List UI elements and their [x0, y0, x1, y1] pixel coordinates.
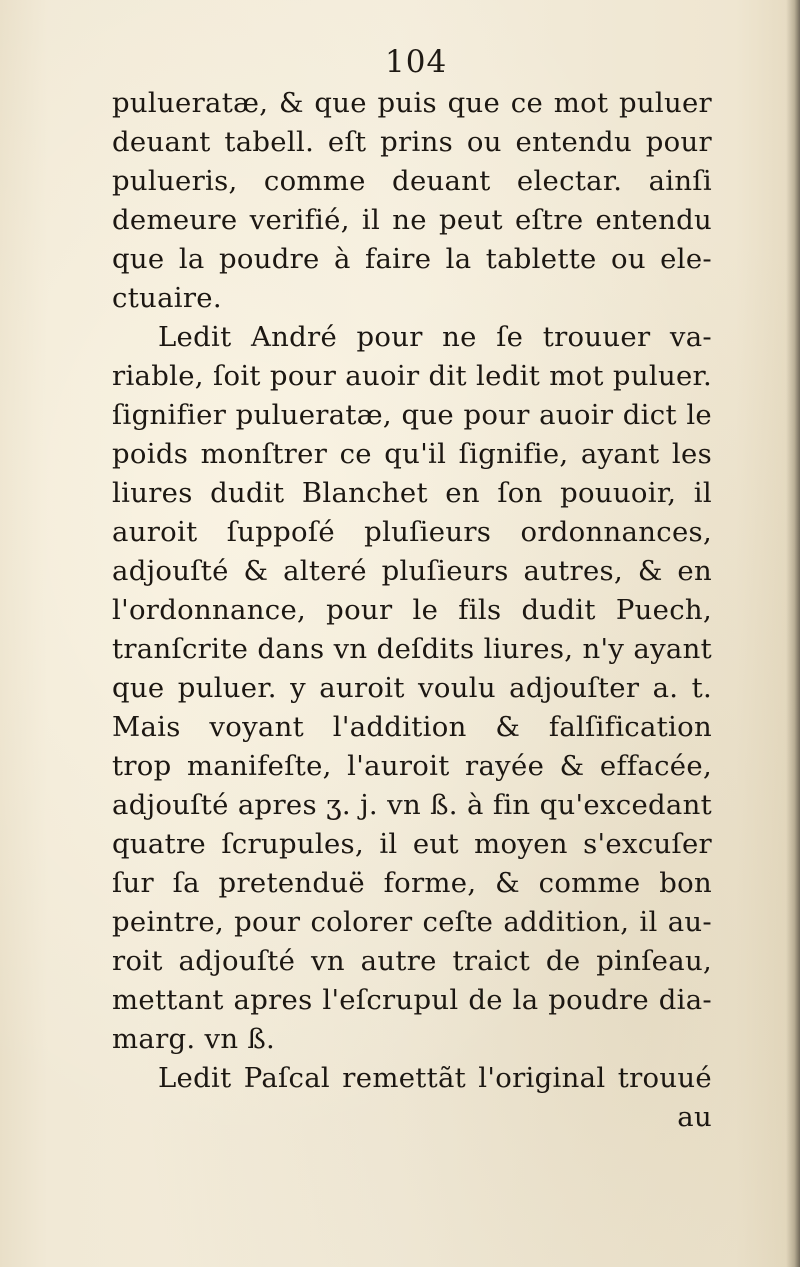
text-line: demeure verifié, il ne peut eſtre entendu — [112, 204, 712, 236]
text-line: Ledit Paſcal remettãt l'original trouué — [158, 1062, 712, 1094]
text-line: peintre, pour colorer ceſte addition, il au- — [112, 906, 712, 938]
text-line: ctuaire. — [112, 282, 222, 314]
text-line: Ledit André pour ne ſe trouuer va- — [158, 321, 712, 353]
text-line: roit adjouſté vn autre traict de pinſeau, — [112, 945, 712, 977]
text-line: adjouſté apres ʒ. j. vn ß. à fin qu'excedant — [112, 789, 712, 821]
text-line: Mais voyant l'addition & falſification — [112, 711, 712, 743]
text-line: marg. vn ß. — [112, 1023, 276, 1055]
text-line: ſur ſa pretenduë forme, & comme bon — [112, 867, 712, 899]
page-edge-shadow — [786, 0, 800, 1267]
body-text — [112, 84, 712, 1137]
text-line: tranſcrite dans vn deſdits liures, n'y ayant — [112, 633, 712, 665]
text-line: riable, ſoit pour auoir dit ledit mot puluer. — [112, 360, 712, 392]
text-line: auroit ſuppoſé pluſieurs ordonnances, — [112, 516, 712, 548]
text-line: que puluer. y auroit voulu adjouſter a. t. — [112, 672, 712, 704]
text-line: poids monſtrer ce qu'il ſignifie, ayant les — [112, 438, 712, 470]
text-line: adjouſté & alteré pluſieurs autres, & en — [112, 555, 712, 587]
text-line: quatre ſcrupules, il eut moyen s'excuſer — [112, 828, 712, 860]
text-line: ſignifier pulueratæ, que pour auoir dict le — [112, 399, 712, 431]
text-line: deuant tabell. eſt prins ou entendu pour — [112, 126, 712, 158]
text-line: pulueris, comme deuant electar. ainſi — [112, 165, 712, 197]
text-line: que la poudre à faire la tablette ou ele- — [112, 243, 712, 275]
text-line: pulueratæ, & que puis que ce mot puluer — [112, 87, 712, 119]
text-line: l'ordonnance, pour le fils dudit Puech, — [112, 594, 712, 626]
text-line: liures dudit Blanchet en ſon pouuoir, il — [112, 477, 712, 509]
catchword: au — [677, 1101, 712, 1133]
text-line: trop manifeſte, l'auroit rayée & effacée, — [112, 750, 712, 782]
text-line: mettant apres l'eſcrupul de la poudre dia- — [112, 984, 712, 1016]
page-number: 104 — [385, 44, 448, 80]
